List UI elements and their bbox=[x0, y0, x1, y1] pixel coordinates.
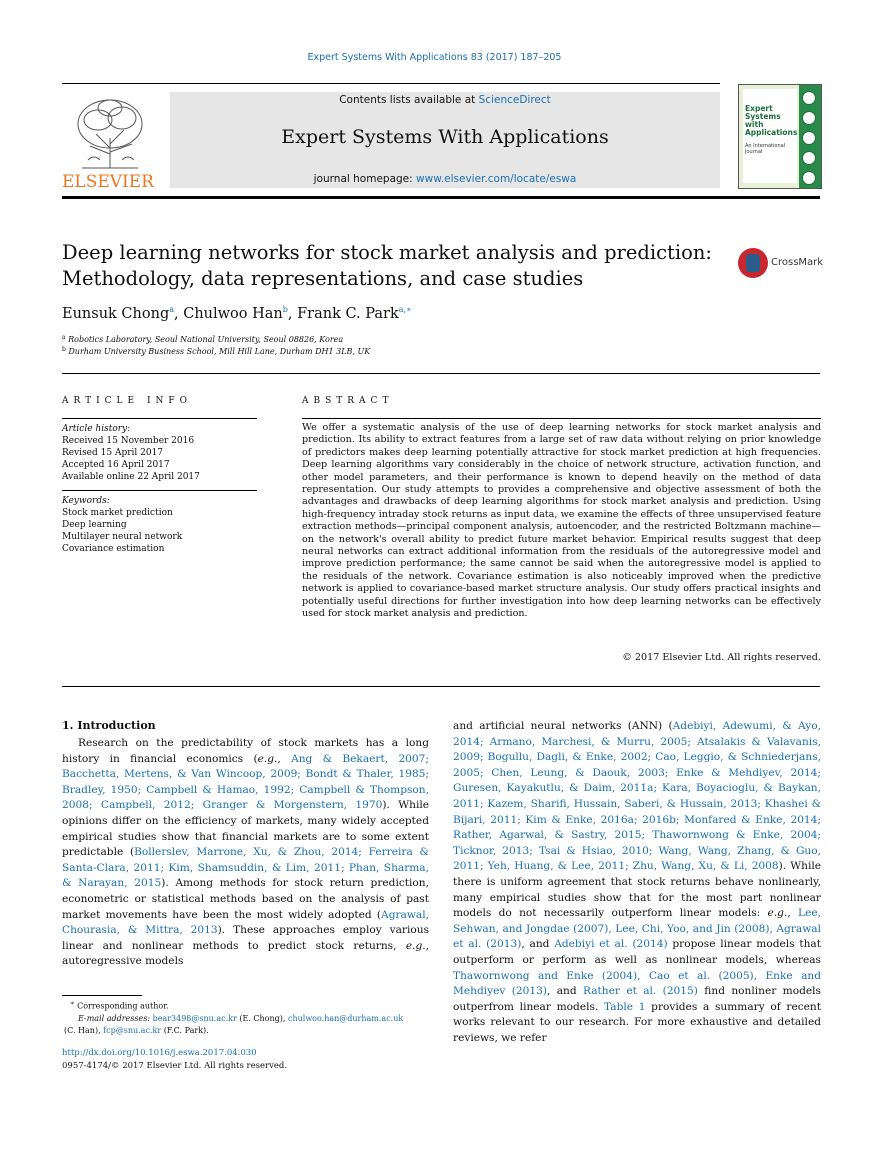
citation-link[interactable]: Adebiyi, Adewumi, & Ayo, 2014; Armano, Marchesi, & Murru, 2005; Atsalakis & Valavanis, 2009; Bogullu, Dagli, & Enke, 2002; Cao, Leggio, & Schniederjans, 2005; Chen, Leung, & Daouk, 2003; Enke & Mehdiyev, 2014; Guresen, Kayakutlu, & Daim, 2011a; Kara, Boyacioglu, & Baykan, 2011; Kazem, Sharifi, Hussain, Saberi, & Hussain, 2013; Khashei & Bijari, 2011; Kim & Enke, 2016a; 2016b; Monfared & Enke, 2014; Rather, Agarwal, & Sastry, 2015; Thawornwong & Enke, 2004; Ticknor, 2013; Tsai & Hsiao, 2010; Wang, Wang, Zhang, & Guo, 2011; Yeh, Huang, & Lee, 2011; Zhu, Wang, Xu, & Li, 2008 bbox=[453, 720, 821, 873]
author-affil-mark[interactable]: b bbox=[282, 305, 288, 314]
cover-icon bbox=[802, 91, 816, 105]
homepage-line bbox=[170, 173, 720, 185]
doi-link[interactable]: http://dx.doi.org/10.1016/j.eswa.2017.04.030 bbox=[62, 1048, 257, 1058]
cover-icon bbox=[802, 111, 816, 125]
issn-line: 0957-4174/© 2017 Elsevier Ltd. All rights reserved. bbox=[62, 1061, 288, 1071]
abstract-text: We offer a systematic analysis of the use of deep learning networks for stock market analysis and prediction. Its ability to extract features from a large set of raw data without relying on prior knowledge of predictors makes deep learning potentially attractive for stock market prediction at high frequencies. Deep learning algorithms vary considerably in the choice of network structure, activation function, and other model parameters, and their performance is known to depend heavily on the method of data representation. Our study attempts to provides a comprehensive and objective assessment of both the advantages and drawbacks of deep learning algorithms for stock market analysis and prediction. Using high-frequency intraday stock returns as input data, we examine the effects of three unsupervised feature extraction methods—principal component analysis, autoencoder, and the restricted Boltzmann machine—on the network's overall ability to predict future market behavior. Empirical results suggest that deep neural networks can extract additional information from the residuals of the autoregressive model and improve prediction performance; the same cannot be said when the autoregressive model is applied to the residuals of the network. Covariance estimation is also noticeably improved when the predictive network is applied to covariance-based market structure analysis. Our study offers practical insights and potentially useful directions for further investigation into how deep learning networks can be effectively used for stock market analysis and prediction. bbox=[302, 422, 821, 620]
intro-left-column bbox=[62, 736, 429, 970]
body-text: e.g. bbox=[257, 752, 278, 765]
keyword: Stock market prediction bbox=[62, 508, 173, 518]
history-item: Revised 15 April 2017 bbox=[62, 448, 164, 458]
affil-text: Robotics Laboratory, Seoul National University, Seoul 08826, Korea bbox=[68, 335, 344, 344]
author-affil-mark[interactable]: a,∗ bbox=[398, 305, 412, 314]
body-text: , autoregressive models bbox=[62, 939, 429, 968]
body-text: e.g. bbox=[405, 939, 426, 952]
journal-reference[interactable]: Expert Systems With Applications 83 (2017) 187–205 bbox=[307, 52, 562, 63]
title-line-1: Deep learning networks for stock market analysis and prediction: bbox=[62, 241, 712, 264]
cover-title: Expert Systems with Applications bbox=[745, 104, 798, 137]
affil-mark: a bbox=[62, 334, 66, 341]
keyword: Multilayer neural network bbox=[62, 532, 183, 542]
email-label: E-mail addresses: bbox=[78, 1013, 151, 1023]
cover-subtitle: An International Journal bbox=[745, 143, 786, 155]
keyword: Covariance estimation bbox=[62, 544, 165, 554]
info-rule bbox=[62, 418, 257, 419]
article-history bbox=[62, 423, 257, 483]
history-item: Received 15 November 2016 bbox=[62, 436, 195, 446]
citation-link[interactable]: Thawornwong and Enke (2004), Cao et al. (2005), Enke and Mehdiyev (2013) bbox=[453, 969, 821, 998]
cover-icon bbox=[802, 131, 816, 145]
journal-cover[interactable] bbox=[738, 84, 822, 189]
body-text: propose linear models that outperform or perform as well as nonlinear models, whereas bbox=[453, 938, 821, 966]
abstract-heading: ABSTRACT bbox=[302, 396, 394, 406]
email-owner: (F.C. Park). bbox=[163, 1025, 209, 1035]
affil-mark: b bbox=[62, 346, 66, 353]
section-heading: 1. Introduction bbox=[62, 719, 156, 732]
elsevier-logo bbox=[62, 90, 162, 190]
body-text: , and bbox=[546, 985, 583, 998]
crossmark-button[interactable] bbox=[738, 248, 828, 280]
cover-icon bbox=[802, 151, 816, 165]
author-list: Eunsuk Chong$^a$, Chulwoo Han$^b$, Frank C. Park$^{a,∗}$ bbox=[62, 305, 412, 322]
footnote-rule bbox=[62, 995, 142, 996]
author-name: Chulwoo Han bbox=[183, 306, 283, 322]
citation-link[interactable]: Rather et al. (2015) bbox=[583, 985, 698, 998]
body-text: , bbox=[277, 752, 292, 765]
journal-title: Expert Systems With Applications bbox=[281, 126, 609, 148]
author-affil-mark[interactable]: a bbox=[169, 305, 175, 314]
keywords bbox=[62, 495, 257, 555]
affil-text: Durham University Business School, Mill Hill Lane, Durham DH1 3LB, UK bbox=[68, 347, 371, 356]
body-text: ). These approaches employ various linear and nonlinear methods to predict stock returns, bbox=[62, 924, 430, 952]
email-link[interactable]: bear3498@snu.ac.kr bbox=[152, 1013, 237, 1023]
keywords-label: Keywords: bbox=[62, 496, 110, 506]
email-link[interactable]: fcp@snu.ac.kr bbox=[103, 1025, 162, 1035]
footnote bbox=[62, 997, 429, 1037]
body-text: ). While opinions differ on the efficiency of markets, many widely accepted empirical studies show that financial markets are to some extent predictable ( bbox=[62, 799, 429, 859]
body-rule bbox=[62, 686, 820, 687]
citation-link[interactable]: Ang & Bekaert, 2007; Bacchetta, Mertens, & Van Wincoop, 2009; Bondt & Thaler, 1985; Bradley, 1950; Campbell & Hamao, 1992; Campbell & Thompson, 2008; Campbell, 2012; Granger & Morgenstern, 1970 bbox=[62, 752, 429, 812]
title-line-2: Methodology, data representations, and case studies bbox=[62, 267, 584, 290]
cover-icon bbox=[802, 171, 816, 185]
copyright: © 2017 Elsevier Ltd. All rights reserved. bbox=[622, 652, 821, 663]
author-name: Eunsuk Chong bbox=[62, 306, 170, 322]
crossmark-icon bbox=[738, 248, 768, 278]
corresponding-author: Corresponding author. bbox=[77, 1001, 169, 1011]
header-thick-rule bbox=[62, 196, 820, 199]
header-rule bbox=[62, 83, 720, 84]
body-text: e.g. bbox=[767, 907, 788, 920]
homepage-link[interactable]: www.elsevier.com/locate/eswa bbox=[416, 173, 577, 185]
history-item: Available online 22 April 2017 bbox=[62, 472, 200, 482]
affiliation bbox=[62, 334, 343, 344]
body-text: provides a summary of recent works relevant to our research. For more exhaustive and detailed reviews, we refer bbox=[453, 1000, 822, 1044]
body-text: find nonliner models outperfrom linear models. bbox=[453, 985, 821, 1013]
email-owner: (C. Han), bbox=[64, 1025, 101, 1035]
citation-link[interactable]: Adebiyi et al. (2014) bbox=[554, 938, 668, 951]
paper-title bbox=[62, 240, 722, 292]
body-text: and artificial neural networks (ANN) ( bbox=[453, 720, 673, 732]
body-text: ). While there is uniform agreement that stock returns behave nonlinearly, many empirical studies show that for the most part nonlinear models do not necessarily outperform linear models: bbox=[453, 860, 822, 920]
citation-link[interactable]: Table 1 bbox=[604, 1000, 646, 1013]
abstract-rule bbox=[302, 418, 821, 419]
keyword: Deep learning bbox=[62, 520, 127, 530]
sciencedirect-link[interactable]: ScienceDirect bbox=[478, 94, 551, 106]
article-info-heading: ARTICLE INFO bbox=[62, 396, 193, 406]
cover-panel bbox=[743, 89, 797, 183]
body-text: ). Among methods for stock return prediction, econometric or statistical methods based on the analysis of past market movements have been the most widely adopted ( bbox=[62, 877, 429, 921]
email-link[interactable]: chulwoo.han@durham.ac.uk bbox=[287, 1013, 404, 1023]
author-name: Frank C. Park bbox=[297, 306, 399, 322]
citation-link[interactable]: Lee, Sehwan, and Jongdae (2007), Lee, Chi, Yoo, and Jin (2008), Agrawal et al. (2013) bbox=[453, 907, 821, 951]
contents-prefix: Contents lists available at bbox=[339, 94, 479, 106]
footnote-mark: ∗ bbox=[70, 999, 75, 1007]
body-text: , bbox=[787, 907, 799, 920]
affiliation bbox=[62, 346, 370, 356]
info-rule bbox=[62, 490, 257, 491]
contents-line bbox=[170, 94, 720, 106]
section-rule bbox=[62, 373, 820, 374]
homepage-prefix: journal homepage: bbox=[313, 173, 417, 185]
history-item: Accepted 16 April 2017 bbox=[62, 460, 170, 470]
history-label: Article history: bbox=[62, 424, 131, 434]
elsevier-wordmark: ELSEVIER bbox=[62, 172, 154, 190]
email-owner: (E. Chong), bbox=[239, 1013, 286, 1023]
doi-block bbox=[62, 1047, 287, 1073]
citation-link[interactable]: Bollerslev, Marrone, Xu, & Zhou, 2014; Ferreira & Santa-Clara, 2011; Kim, Shamsuddin, & Lim, 2011; Phan, Sharma, & Narayan, 2015 bbox=[62, 846, 429, 890]
cover-strip bbox=[799, 85, 821, 188]
intro-right-column bbox=[453, 719, 821, 1046]
crossmark-label: CrossMark bbox=[771, 257, 824, 268]
body-text: Research on the predictability of stock markets has a long history in financial economics ( bbox=[62, 737, 429, 765]
body-text: , and bbox=[521, 938, 555, 951]
citation-link[interactable]: Agrawal, Chourasia, & Mittra, 2013 bbox=[62, 908, 429, 937]
